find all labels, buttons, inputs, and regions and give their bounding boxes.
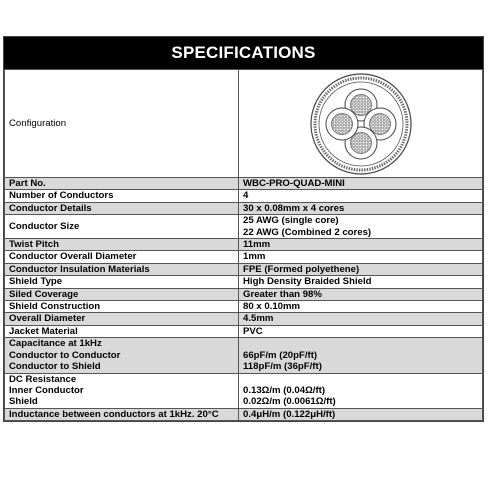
spec-value-line bbox=[243, 374, 478, 385]
spec-value bbox=[239, 263, 483, 275]
configuration-label: Configuration bbox=[5, 70, 239, 178]
spec-row bbox=[5, 215, 483, 239]
spec-value-line: 66pF/m (20pF/ft) bbox=[243, 349, 318, 361]
spec-row bbox=[5, 325, 483, 337]
spec-row bbox=[5, 190, 483, 202]
spec-value-line: 30 x 0.08mm x 4 cores bbox=[243, 202, 345, 214]
spec-label bbox=[5, 301, 239, 313]
spec-value bbox=[239, 325, 483, 337]
spec-row bbox=[5, 202, 483, 214]
spec-row bbox=[5, 178, 483, 190]
spec-label-line: Conductor to Conductor bbox=[9, 349, 121, 361]
spec-label-line: Jacket Material bbox=[9, 325, 78, 337]
spec-label bbox=[5, 190, 239, 202]
spec-label-line: Capacitance at 1kHz bbox=[9, 338, 102, 350]
spec-value-line: 25 AWG (single core) bbox=[243, 215, 339, 227]
spec-label-line: Shield bbox=[9, 396, 38, 408]
spec-label-line: Shield Type bbox=[9, 276, 63, 288]
spec-label bbox=[5, 408, 239, 420]
spec-label bbox=[5, 373, 239, 408]
spec-value-line: Greater than 98% bbox=[243, 288, 322, 300]
spec-value bbox=[239, 313, 483, 325]
spec-label-line: Conductor to Shield bbox=[9, 361, 101, 373]
spec-label-line: Overall Diameter bbox=[9, 313, 86, 325]
spec-value bbox=[239, 239, 483, 251]
spec-row bbox=[5, 338, 483, 373]
spec-value-line: 0.13Ω/m (0.04Ω/ft) bbox=[243, 384, 326, 396]
spec-value-line: High Density Braided Shield bbox=[243, 276, 372, 288]
spec-label-line: Conductor Overall Diameter bbox=[9, 251, 137, 263]
spec-table bbox=[4, 69, 483, 421]
spec-label-line: Inductance between conductors at 1kHz. 20°C bbox=[9, 408, 219, 420]
spec-value-line: PVC bbox=[243, 325, 263, 337]
cable-cross-section-diagram bbox=[309, 72, 413, 176]
spec-label-line: Part No. bbox=[9, 178, 46, 189]
spec-value-line: 118pF/m (36pF/ft) bbox=[243, 361, 322, 373]
spec-value-line: 4 bbox=[243, 190, 249, 202]
spec-row bbox=[5, 313, 483, 325]
spec-row bbox=[5, 239, 483, 251]
spec-value-line: 0.4μH/m (0.122μH/ft) bbox=[243, 408, 336, 420]
spec-label bbox=[5, 263, 239, 275]
spec-label bbox=[5, 215, 239, 239]
spec-value bbox=[239, 202, 483, 214]
spec-label-line: Conductor Size bbox=[9, 220, 80, 232]
spec-value bbox=[239, 288, 483, 300]
spec-label bbox=[5, 288, 239, 300]
spec-value bbox=[239, 276, 483, 288]
spec-label bbox=[5, 313, 239, 325]
spec-value bbox=[239, 338, 483, 373]
spec-value-line: 1mm bbox=[243, 251, 266, 263]
spec-row bbox=[5, 276, 483, 288]
spec-value bbox=[239, 408, 483, 420]
spec-value-line: WBC-PRO-QUAD-MINI bbox=[243, 178, 345, 189]
spec-value-line: 80 x 0.10mm bbox=[243, 301, 301, 313]
spec-value-line bbox=[243, 338, 478, 349]
spec-value bbox=[239, 301, 483, 313]
configuration-diagram-cell bbox=[239, 70, 483, 178]
spec-row bbox=[5, 408, 483, 420]
spec-row bbox=[5, 263, 483, 275]
spec-value bbox=[239, 178, 483, 190]
spec-label-line: Twist Pitch bbox=[9, 239, 59, 251]
spec-label-line: DC Resistance bbox=[9, 373, 77, 385]
spec-value-line: 4.5mm bbox=[243, 313, 274, 325]
spec-sheet bbox=[3, 36, 484, 422]
spec-label bbox=[5, 276, 239, 288]
spec-label bbox=[5, 338, 239, 373]
spec-label bbox=[5, 178, 239, 190]
spec-label bbox=[5, 239, 239, 251]
spec-label-line: Shield Construction bbox=[9, 301, 101, 313]
spec-label bbox=[5, 251, 239, 263]
spec-label bbox=[5, 202, 239, 214]
conductor-strands bbox=[331, 113, 352, 134]
spec-value bbox=[239, 215, 483, 239]
spec-row bbox=[5, 288, 483, 300]
spec-value bbox=[239, 251, 483, 263]
spec-label-line: Inner Conductor bbox=[9, 384, 84, 396]
spec-value bbox=[239, 190, 483, 202]
spec-value-line: 11mm bbox=[243, 239, 271, 251]
spec-value-line: FPE (Formed polyethene) bbox=[243, 263, 360, 275]
spec-label-line: Siled Coverage bbox=[9, 288, 79, 300]
spec-label-line: Conductor Details bbox=[9, 202, 92, 214]
spec-label-line: Conductor Insulation Materials bbox=[9, 263, 150, 275]
spec-row bbox=[5, 373, 483, 408]
spec-value-line: 0.02Ω/m (0.0061Ω/ft) bbox=[243, 396, 336, 408]
spec-title: SPECIFICATIONS bbox=[4, 37, 483, 69]
spec-value-line: 22 AWG (Combined 2 cores) bbox=[243, 226, 372, 238]
spec-label bbox=[5, 325, 239, 337]
configuration-row bbox=[5, 70, 483, 178]
spec-label-line: Number of Conductors bbox=[9, 190, 114, 202]
spec-row bbox=[5, 251, 483, 263]
spec-value bbox=[239, 373, 483, 408]
spec-row bbox=[5, 301, 483, 313]
